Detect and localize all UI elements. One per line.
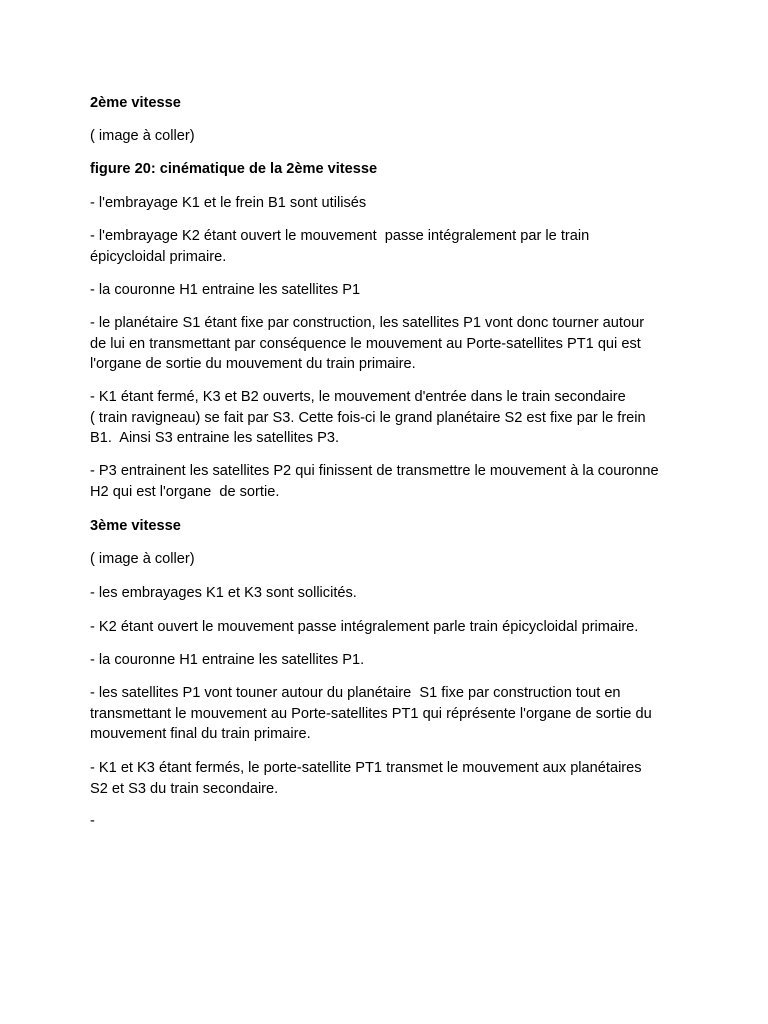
paragraph: - <box>90 813 95 829</box>
paragraph: - la couronne H1 entraine les satellites P1. <box>90 652 365 668</box>
figure-caption: figure 20: cinématique de la 2ème vitesse <box>90 161 378 177</box>
image-placeholder-text: ( image à coller) <box>90 551 195 567</box>
paragraph: - les embrayages K1 et K3 sont sollicités. <box>90 585 357 601</box>
section-heading-3eme-vitesse: 3ème vitesse <box>90 518 181 534</box>
paragraph: - la couronne H1 entraine les satellites P1 <box>90 282 361 298</box>
paragraph: - K1 étant fermé, K3 et B2 ouverts, le mouvement d'entrée dans le train secondaire ( train ravigneau) se fait par S3. Cette fois-ci le grand planétaire S2 est fixe par le frein B1. Ainsi S3 entraine les satellites P3. <box>90 389 646 446</box>
paragraph: - le planétaire S1 étant fixe par construction, les satellites P1 vont donc tourner autour de lui en transmettant par conséquence le mouvement au Porte-satellites PT1 qui est l'organe de sortie du mouvement du train primaire. <box>90 315 645 372</box>
paragraph: - P3 entrainent les satellites P2 qui finissent de transmettre le mouvement à la couronne H2 qui est l'organe de sortie. <box>90 463 659 500</box>
paragraph: - K2 étant ouvert le mouvement passe intégralement parle train épicycloidal primaire. <box>90 619 639 635</box>
paragraph: - l'embrayage K2 étant ouvert le mouvement passe intégralement par le train épicycloidal primaire. <box>90 228 590 265</box>
section-heading-2eme-vitesse: 2ème vitesse <box>90 95 181 111</box>
paragraph: - l'embrayage K1 et le frein B1 sont utilisés <box>90 195 367 211</box>
image-placeholder-text: ( image à coller) <box>90 128 195 144</box>
paragraph: - K1 et K3 étant fermés, le porte-satellite PT1 transmet le mouvement aux planétaires S2 et S3 du train secondaire. <box>90 760 642 797</box>
paragraph: - les satellites P1 vont touner autour du planétaire S1 fixe par construction tout en transmettant le mouvement au Porte-satellites PT1 qui réprésente l'organe de sortie du mouvement final du train primaire. <box>90 685 652 742</box>
